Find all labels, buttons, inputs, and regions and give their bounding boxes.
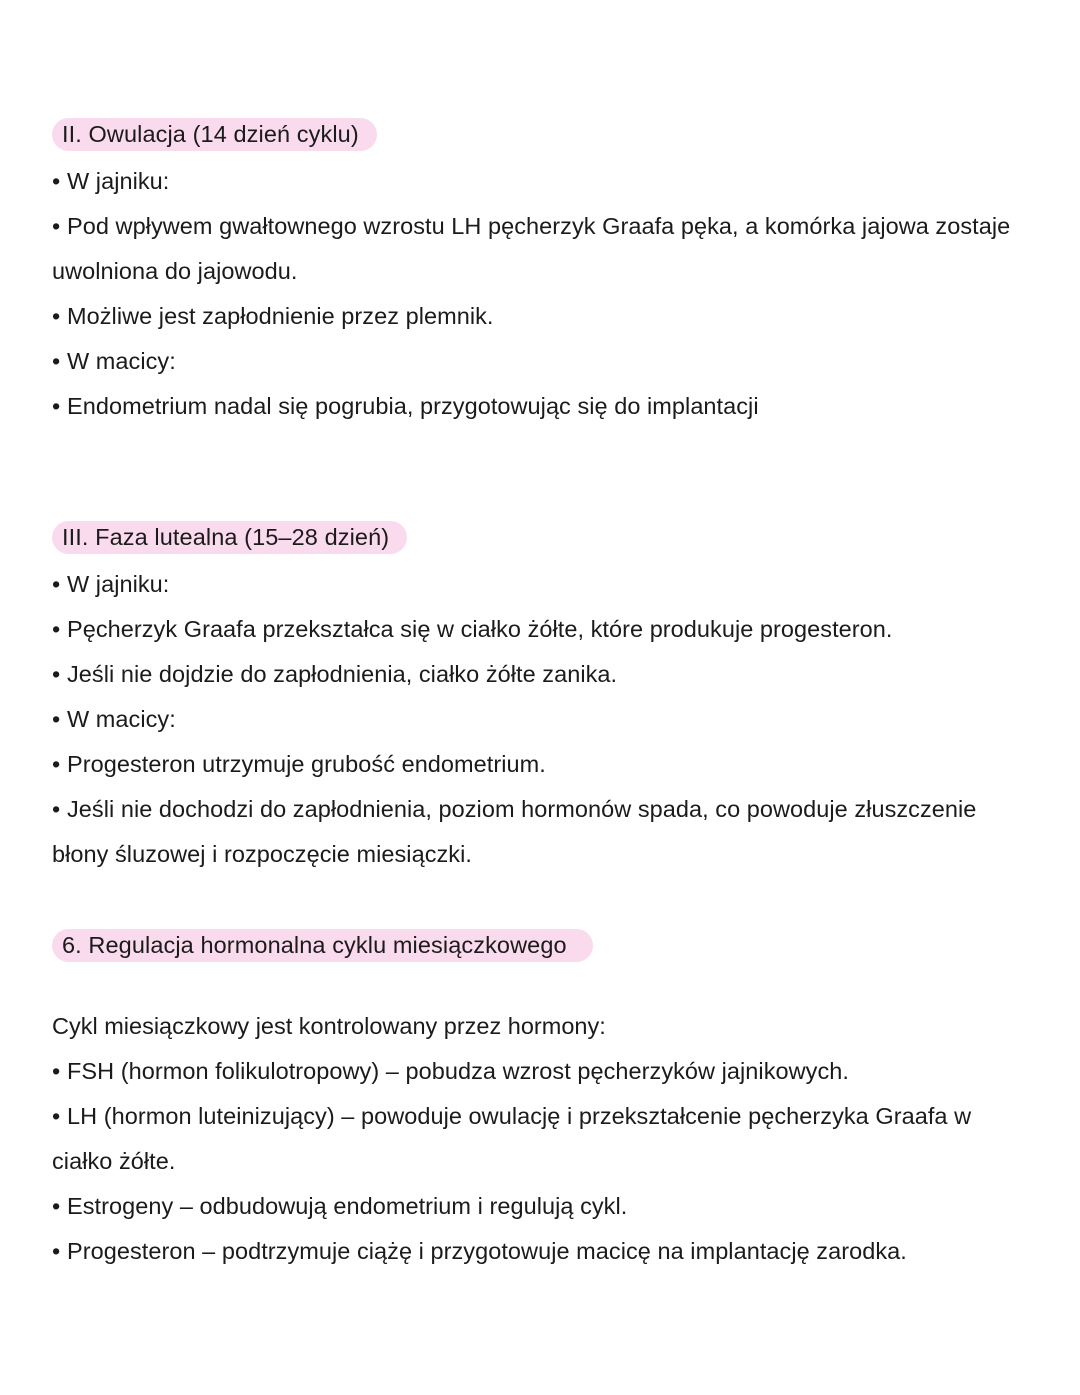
- list-item-text: Jeśli nie dojdzie do zapłodnienia, ciałko żółte zanika.: [67, 661, 618, 687]
- heading-row: [52, 118, 1020, 151]
- bullet-icon: •: [52, 168, 61, 194]
- list-item: [52, 787, 1020, 832]
- list-item: [52, 159, 1020, 204]
- paragraph-spacer: [52, 970, 1020, 1004]
- list-item: [52, 1184, 1020, 1229]
- list-item-continuation: [52, 249, 1020, 294]
- list-item-text: Endometrium nadal się pogrubia, przygotowując się do implantacji: [67, 393, 759, 419]
- list-item: [52, 294, 1020, 339]
- section-faza-lutealna: [52, 521, 1020, 877]
- list-item: [52, 652, 1020, 697]
- bullet-icon: •: [52, 661, 61, 687]
- list-item: [52, 384, 1020, 429]
- section-spacer: [52, 877, 1020, 929]
- bullet-icon: •: [52, 1238, 61, 1264]
- list-item-text: uwolniona do jajowodu.: [52, 258, 298, 284]
- list-item-text: Estrogeny – odbudowują endometrium i regulują cykl.: [67, 1193, 628, 1219]
- bullet-icon: •: [52, 1058, 61, 1084]
- list-item-continuation: [52, 1139, 1020, 1184]
- list-item: [52, 697, 1020, 742]
- list-item-text: Jeśli nie dochodzi do zapłodnienia, poziom hormonów spada, co powoduje złuszczenie: [67, 796, 977, 822]
- heading-row: [52, 929, 1020, 962]
- bullet-icon: •: [52, 751, 61, 777]
- list-item: [52, 339, 1020, 384]
- section-owulacja: [52, 118, 1020, 429]
- heading-row: [52, 521, 1020, 554]
- section-heading-regulacja-hormonalna: 6. Regulacja hormonalna cyklu miesiączkowego: [52, 929, 593, 962]
- section-heading-owulacja: II. Owulacja (14 dzień cyklu): [52, 118, 377, 151]
- list-item: [52, 742, 1020, 787]
- list-item: [52, 204, 1020, 249]
- bullet-icon: •: [52, 393, 61, 419]
- list-item-text: ciałko żółte.: [52, 1148, 176, 1174]
- section-spacer: [52, 429, 1020, 521]
- list-item: [52, 607, 1020, 652]
- list-item-text: Progesteron utrzymuje grubość endometrium.: [67, 751, 546, 777]
- bullet-icon: •: [52, 348, 61, 374]
- list-item: [52, 1094, 1020, 1139]
- bullet-icon: •: [52, 706, 61, 732]
- list-item-text: FSH (hormon folikulotropowy) – pobudza wzrost pęcherzyków jajnikowych.: [67, 1058, 849, 1084]
- list-item: [52, 562, 1020, 607]
- bullet-icon: •: [52, 796, 61, 822]
- bullet-icon: •: [52, 616, 61, 642]
- list-item-continuation: [52, 832, 1020, 877]
- list-item-text: W jajniku:: [67, 168, 170, 194]
- list-item-text: W jajniku:: [67, 571, 170, 597]
- bullet-icon: •: [52, 1103, 61, 1129]
- bullet-icon: •: [52, 571, 61, 597]
- list-item-text: Pod wpływem gwałtownego wzrostu LH pęcherzyk Graafa pęka, a komórka jajowa zostaje: [67, 213, 1011, 239]
- bullet-icon: •: [52, 303, 61, 329]
- list-item-text: Pęcherzyk Graafa przekształca się w ciałko żółte, które produkuje progesteron.: [67, 616, 893, 642]
- section-regulacja-hormonalna: [52, 929, 1020, 1274]
- bullet-icon: •: [52, 213, 61, 239]
- section-heading-faza-lutealna: III. Faza lutealna (15–28 dzień): [52, 521, 407, 554]
- list-item: [52, 1049, 1020, 1094]
- list-item: [52, 1229, 1020, 1274]
- list-item-text: Możliwe jest zapłodnienie przez plemnik.: [67, 303, 494, 329]
- list-item-text: LH (hormon luteinizujący) – powoduje owulację i przekształcenie pęcherzyka Graafa w: [67, 1103, 972, 1129]
- list-item-text: W macicy:: [67, 706, 176, 732]
- bullet-icon: •: [52, 1193, 61, 1219]
- intro-paragraph: Cykl miesiączkowy jest kontrolowany przez hormony:: [52, 1013, 606, 1039]
- list-item-text: Progesteron – podtrzymuje ciążę i przygotowuje macicę na implantację zarodka.: [67, 1238, 907, 1264]
- list-item-text: W macicy:: [67, 348, 176, 374]
- list-item-text: błony śluzowej i rozpoczęcie miesiączki.: [52, 841, 472, 867]
